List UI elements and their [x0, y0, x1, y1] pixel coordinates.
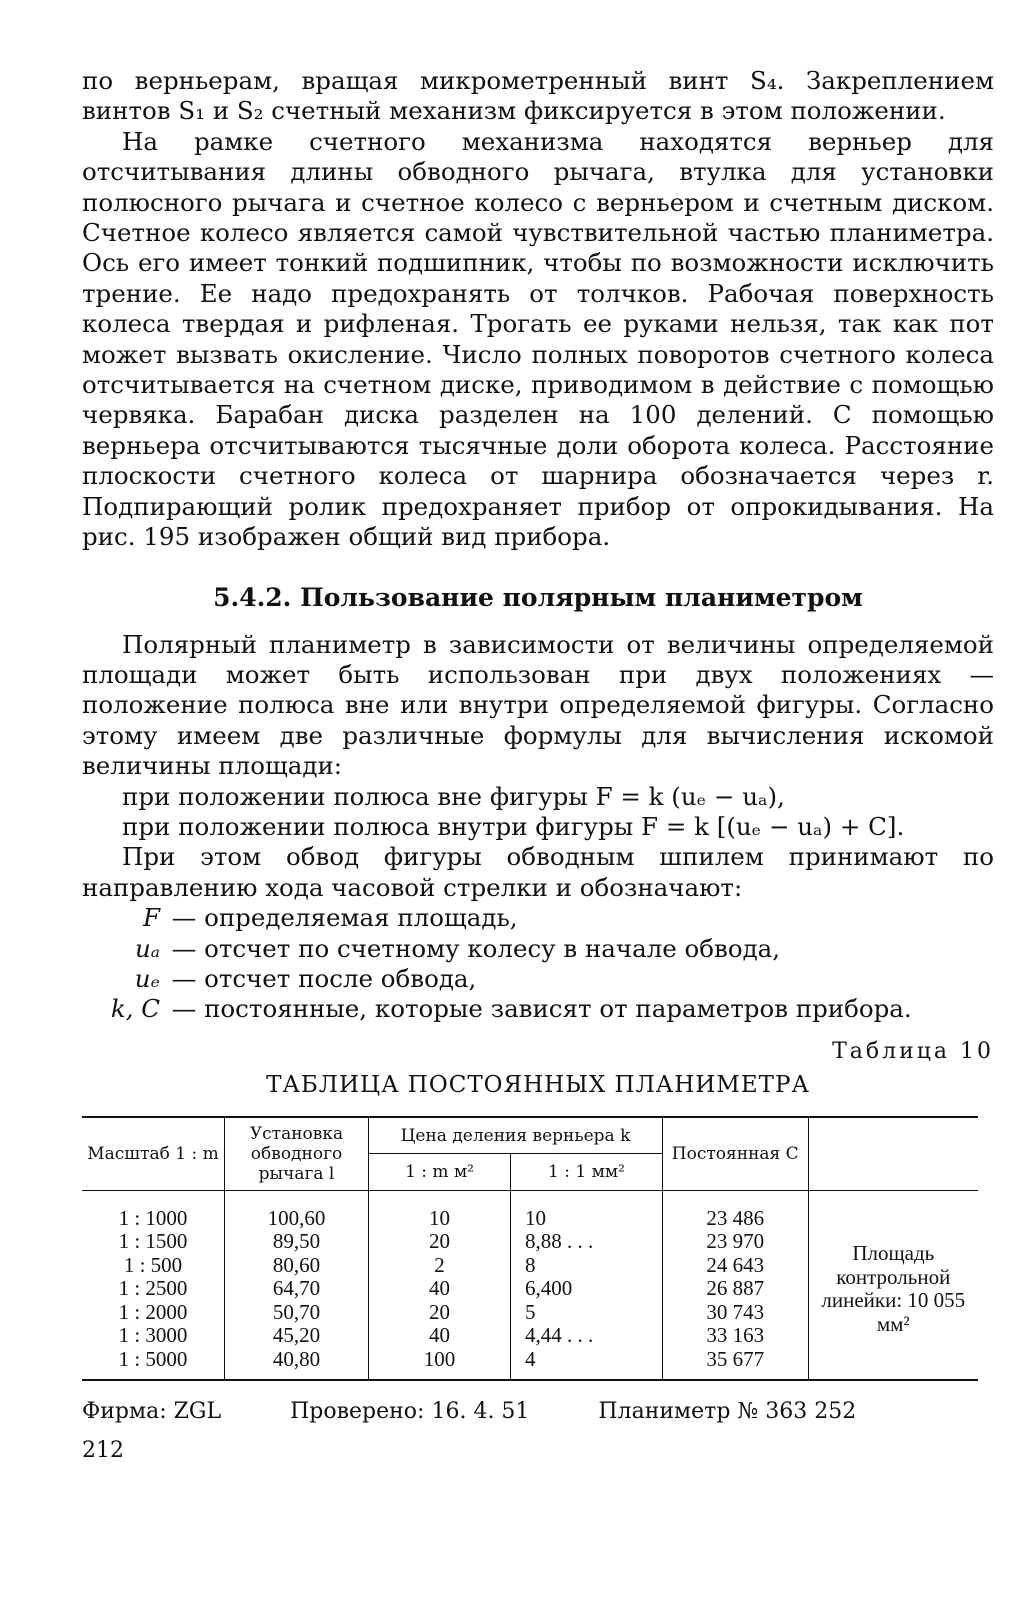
cell-vernier-1: 4: [525, 1346, 536, 1371]
cell-constant: 30 743: [706, 1299, 765, 1324]
cell-vernier-m: 2: [434, 1252, 445, 1277]
header-constant: Постоянная C: [662, 1117, 808, 1191]
cell-constant: 33 163: [706, 1323, 765, 1348]
paragraph-counting-mechanism: На рамке счетного механизма находятся верньер для отсчитывания длины обводного рычага, втулка для установки полюсного рычага и счетное колесо с верньером и счетным диском. Счетное колесо является самой чувствительной частью планиметра. Ось его имеет тонкий подшипник, чтобы по возможности исключить трение. Ее надо предохранять от толчков. Рабочая поверхность колеса твердая и рифленая. Трогать ее руками нельзя, так как пот может вызвать окисление. Число полных поворотов счетного колеса отсчитывается на счетном диске, приводимом в действие с помощью червяка. Барабан диска разделен на 100 делений. С помощью верньера отсчитываются тысячные доли оборота колеса. Расстояние плоскости счетного колеса от шарнира обозначается через r. Подпирающий ролик предохраняет прибор от опрокидывания. На рис. 195 изображен общий вид прибора.: [82, 126, 994, 552]
cell-scale: 1 : 1000: [118, 1205, 188, 1230]
cell-scale: 1 : 1500: [118, 1229, 188, 1254]
cell-vernier-1: 10: [525, 1205, 547, 1230]
cell-vernier-1: 6,400: [525, 1276, 573, 1301]
cell-constant: 23 486: [706, 1205, 765, 1230]
footer-instrument: Планиметр № 363 252: [598, 1399, 857, 1425]
cell-arm: 45,20: [272, 1323, 321, 1348]
cell-constant: 35 677: [706, 1346, 765, 1371]
definition-item: [82, 903, 994, 933]
paragraph-continuation: по верньерам, вращая микрометренный винт S₄. Закреплением винтов S₁ и S₂ счетный механизм фиксируется в этом положении.: [82, 66, 994, 126]
paragraph-polar-planimeter: Полярный планиметр в зависимости от величины определяемой площади может быть использован при двух положениях — положение полюса вне или внутри определяемой фигуры. Согласно этому имеем две различные формулы для вычисления искомой величины площади:: [82, 629, 994, 781]
cell-scale: 1 : 3000: [118, 1323, 188, 1348]
footer-firm: Фирма: ZGL: [82, 1399, 222, 1425]
cell-vernier-1: 5: [525, 1299, 536, 1324]
footer-checked: Проверено: 16. 4. 51: [290, 1399, 530, 1425]
page-number: 212: [82, 1438, 124, 1464]
header-scale: Масштаб 1 : m: [82, 1117, 224, 1191]
definition-text: — постоянные, которые зависят от параметров прибора.: [171, 994, 912, 1024]
cell-arm: 50,70: [272, 1299, 321, 1324]
table-title: ТАБЛИЦА ПОСТОЯННЫХ ПЛАНИМЕТРА: [266, 1071, 810, 1098]
definition-text: — определяемая площадь,: [171, 903, 518, 933]
column-constant-values: [662, 1190, 808, 1380]
cell-vernier-1: 4,44 . . .: [525, 1323, 594, 1348]
cell-scale: 1 : 5000: [118, 1346, 188, 1371]
formula-pole-outside: при положении полюса вне фигуры F = k (uₑ − uₐ),: [122, 781, 785, 811]
formula-pole-inside: при положении полюса внутри фигуры F = k [(uₑ − uₐ) + C].: [122, 811, 905, 841]
cell-vernier-1: 8,88 . . .: [525, 1229, 594, 1254]
definition-symbol: uₐ: [135, 933, 160, 963]
cell-arm: 80,60: [272, 1252, 321, 1277]
table-row: [82, 1190, 978, 1380]
header-vernier-group: Цена деления верньера k: [369, 1117, 663, 1154]
header-note: [808, 1117, 978, 1191]
definition-list: [82, 903, 994, 1025]
cell-constant: 23 970: [706, 1229, 765, 1254]
cell-arm: 64,70: [272, 1276, 321, 1301]
definition-item: [82, 994, 994, 1024]
cell-arm: 100,60: [267, 1205, 326, 1230]
paragraph-tracing-direction: При этом обвод фигуры обводным шпилем принимают по направлению хода часовой стрелки и обозначают:: [82, 842, 994, 902]
planimeter-constants-table: [82, 1116, 978, 1382]
cell-scale: 1 : 2000: [118, 1299, 188, 1324]
header-vernier-m: 1 : m м²: [369, 1154, 511, 1190]
definition-symbol: k, C: [110, 994, 160, 1024]
cell-constant: 24 643: [706, 1252, 765, 1277]
column-scale-values: [82, 1190, 224, 1380]
column-arm-values: [224, 1190, 368, 1380]
definition-symbol: F: [143, 903, 160, 933]
cell-vernier-m: 20: [429, 1229, 451, 1254]
cell-vernier-m: 20: [429, 1299, 451, 1324]
column-vernier-m-values: [369, 1190, 511, 1380]
cell-scale: 1 : 2500: [118, 1276, 188, 1301]
definition-text: — отсчет после обвода,: [171, 963, 477, 993]
page-content: [82, 66, 994, 1463]
cell-vernier-1: 8: [525, 1252, 536, 1277]
column-vernier-1-values: [511, 1190, 663, 1380]
table-footer: [82, 1399, 994, 1424]
control-ruler-note: Площадь контрольной линейки: 10 055 мм²: [808, 1190, 978, 1380]
cell-arm: 40,80: [272, 1346, 321, 1371]
cell-vernier-m: 40: [429, 1276, 451, 1301]
section-heading: 5.4.2. Пользование полярным планиметром: [213, 582, 863, 612]
cell-vernier-m: 10: [429, 1205, 451, 1230]
cell-vernier-m: 40: [429, 1323, 451, 1348]
header-arm-setting: Установка обводного рычага l: [224, 1117, 368, 1191]
definition-symbol: uₑ: [134, 963, 160, 993]
definition-item: [82, 934, 994, 964]
cell-scale: 1 : 500: [123, 1252, 183, 1277]
header-vernier-1: 1 : 1 мм²: [511, 1154, 663, 1190]
table-label: Таблица 10: [832, 1038, 994, 1064]
definition-item: [82, 964, 994, 994]
cell-constant: 26 887: [706, 1276, 765, 1301]
cell-arm: 89,50: [272, 1229, 321, 1254]
definition-text: — отсчет по счетному колесу в начале обвода,: [171, 933, 781, 963]
cell-vernier-m: 100: [423, 1346, 456, 1371]
